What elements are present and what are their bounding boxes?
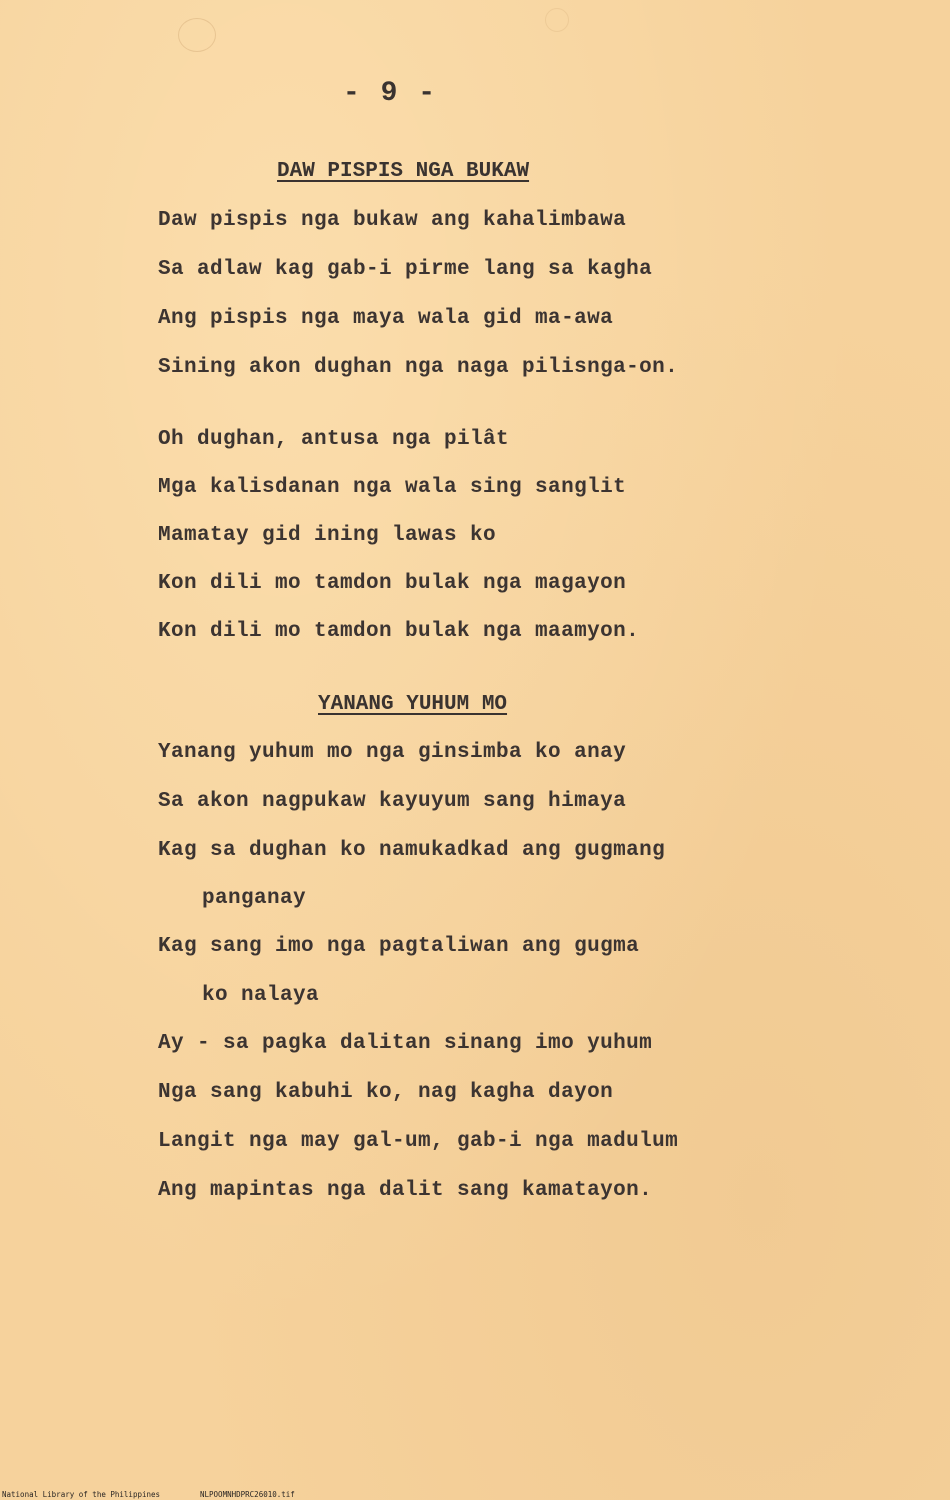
poem-line: Ang mapintas nga dalit sang kamatayon. <box>158 1179 653 1202</box>
poem-line: Kag sang imo nga pagtaliwan ang gugma <box>158 935 640 958</box>
poem-line: Yanang yuhum mo nga ginsimba ko anay <box>158 741 627 764</box>
poem-line-continuation: panganay <box>202 887 307 910</box>
paper-stain <box>178 18 216 52</box>
poem-line: Mamatay gid ining lawas ko <box>158 524 497 547</box>
poem-line: Langit nga may gal-um, gab-i nga madulum <box>158 1130 679 1153</box>
poem-title-1: DAW PISPIS NGA BUKAW <box>277 160 530 183</box>
paper-stain <box>545 8 569 32</box>
poem-line: Daw pispis nga bukaw ang kahalimbawa <box>158 209 627 232</box>
page-number: - 9 - <box>342 78 437 109</box>
poem-line: Kon dili mo tamdon bulak nga maamyon. <box>158 620 640 643</box>
poem-line: Ay - sa pagka dalitan sinang imo yuhum <box>158 1032 653 1055</box>
footer-library: National Library of the Philippines <box>2 1490 161 1499</box>
poem-line: Mga kalisdanan nga wala sing sanglit <box>158 476 627 499</box>
poem-line: Sa akon nagpukaw kayuyum sang himaya <box>158 790 627 813</box>
poem-line-continuation: ko nalaya <box>202 984 320 1007</box>
poem-line: Kon dili mo tamdon bulak nga magayon <box>158 572 627 595</box>
poem-line: Sining akon dughan nga naga pilisnga-on. <box>158 356 679 379</box>
poem-line: Oh dughan, antusa nga pilât <box>158 428 510 451</box>
poem-line: Nga sang kabuhi ko, nag kagha dayon <box>158 1081 614 1104</box>
poem-line: Sa adlaw kag gab-i pirme lang sa kagha <box>158 258 653 281</box>
poem-line: Kag sa dughan ko namukadkad ang gugmang <box>158 839 666 862</box>
footer-filename: NLPOOMNHDPRC26010.tif <box>200 1490 295 1499</box>
poem-title-2: YANANG YUHUM MO <box>318 693 508 716</box>
poem-line: Ang pispis nga maya wala gid ma-awa <box>158 307 614 330</box>
